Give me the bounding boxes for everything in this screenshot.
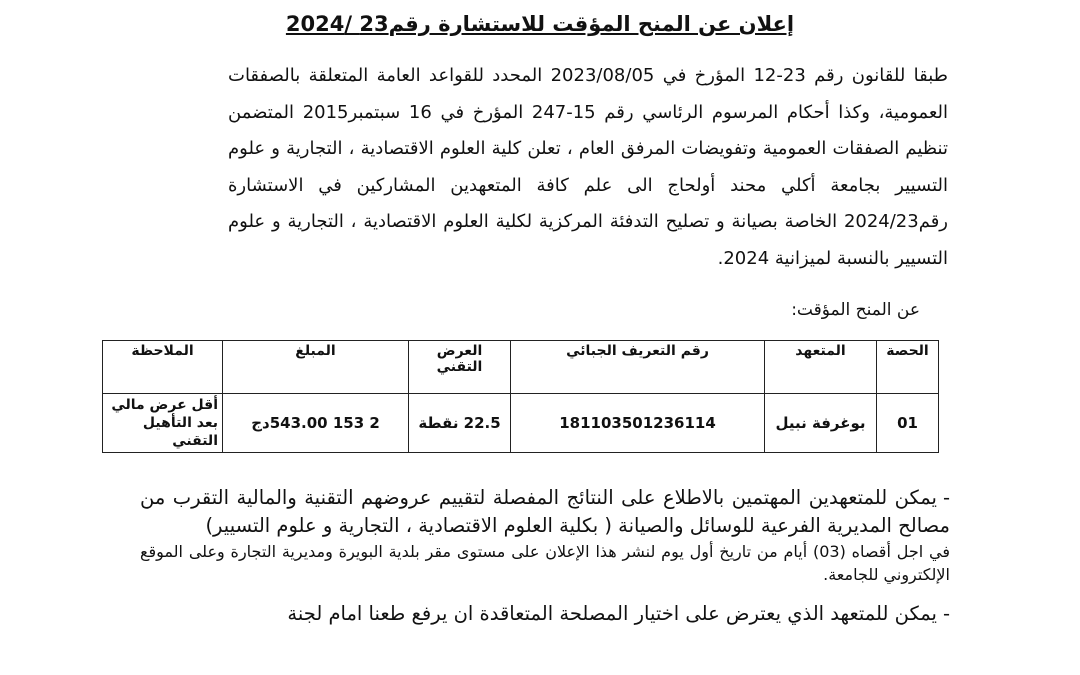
intro-paragraph: طبقا للقانون رقم 23-12 المؤرخ في 2023/08/05 المحدد للقواعد العامة المتعلقة بالصفقات العمومية، وكذا أحكام المرسوم الرئاسي رقم 15-247 المؤرخ في 16 سبتمبر2015 المتضمن تنظيم الصفقات العمومية وتفويضات المرفق العام ، تعلن كلية العلوم الاقتصادية ، التجارية و علوم التسيير بجامعة أكلي محند أولحاج الى علم كافة المتعهدين المشاركين في الاستشارة رقم2024/23 الخاصة بصيانة و تصليح التدفئة المركزية لكلية العلوم الاقتصادية ، التجارية و علوم التسيير بالنسبة لميزانية 2024.	[228, 65, 948, 269]
cell-lot: 01	[877, 394, 939, 453]
list-item	[140, 484, 950, 586]
bullet-dash: -	[942, 602, 950, 625]
cell-technical-offer: 22.5 نقطة	[409, 394, 511, 453]
bullet-2-text: يمكن للمتعهد الذي يعترض على اختيار المصلحة المتعاقدة ان يرفع طعنا امام لجنة	[287, 602, 937, 625]
header-amount: المبلغ	[223, 341, 409, 394]
cell-amount: 2 153 543.00دج	[223, 394, 409, 453]
header-tax-id: رقم التعريف الجبائي	[511, 341, 765, 394]
cell-tax-id: 181103501236114	[511, 394, 765, 453]
bullet-1-tail: في اجل أقصاه (03) أيام من تاريخ أول يوم لنشر هذا الإعلان على مستوى مقر بلدية البويرة ومديرية التجارة وعلى الموقع الإلكتروني للجامعة.	[140, 542, 950, 584]
provisional-award-table	[102, 340, 939, 453]
header-technical-offer: العرض التقني	[409, 341, 511, 394]
cell-note: أقل عرض مالي بعد التأهيل التقني	[103, 394, 223, 453]
list-item	[140, 600, 950, 628]
table-row	[103, 394, 939, 453]
announcement-title: إعلان عن المنح المؤقت للاستشارة رقم23 /2024	[285, 12, 795, 36]
bullet-dash: -	[942, 486, 950, 509]
notice-list	[140, 484, 950, 628]
table-header-row	[103, 341, 939, 394]
table-caption: عن المنح المؤقت:	[791, 300, 920, 320]
header-note: الملاحظة	[103, 341, 223, 394]
bullet-1-main: يمكن للمتعهدين المهتمين بالاطلاع على النتائج المفصلة لتقييم عروضهم التقنية والمالية التقرب من مصالح المديرية الفرعية للوسائل والصيانة ( بكلية العلوم الاقتصادية ، التجارية و علوم التسيير)	[140, 486, 950, 537]
header-bidder: المتعهد	[765, 341, 877, 394]
header-lot: الحصة	[877, 341, 939, 394]
cell-bidder: بوغرفة نبيل	[765, 394, 877, 453]
